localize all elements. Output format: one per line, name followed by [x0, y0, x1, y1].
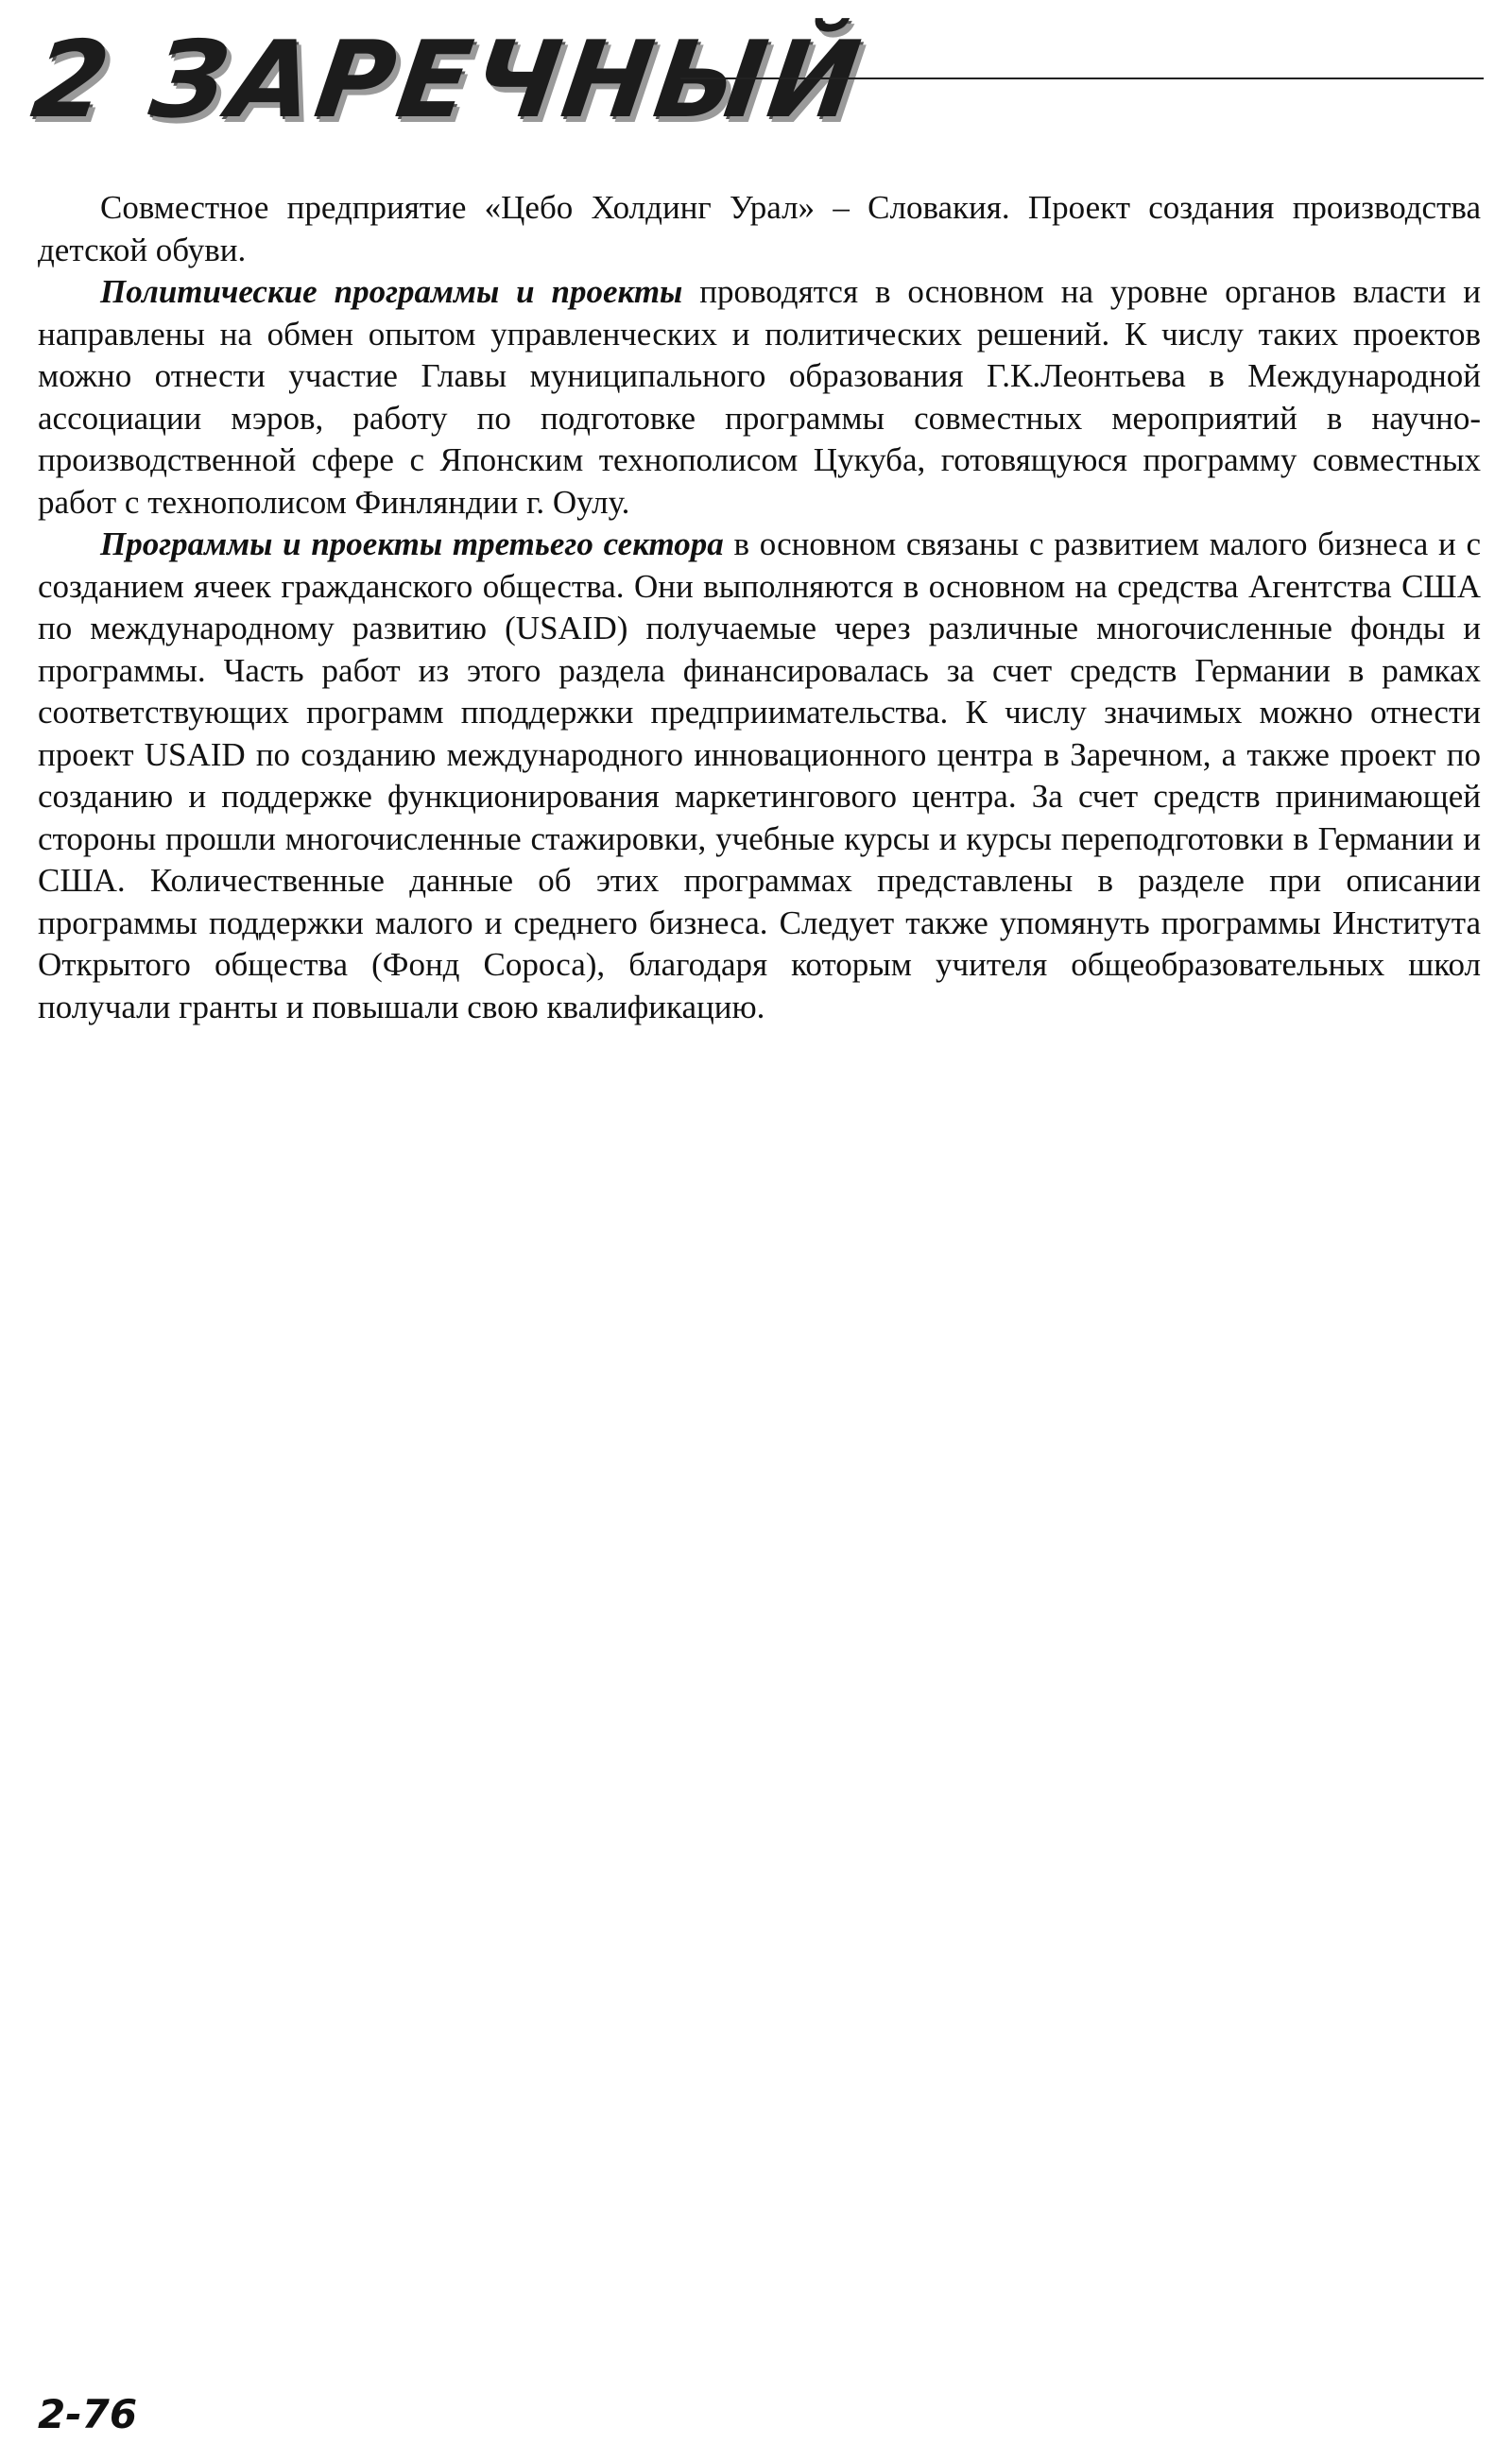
paragraph-text: в основном связаны с развитием малого бизнеса и с созданием ячеек гражданского общества. Они выполняются в основном на средства Агентства США по международному развитию (USAID) получаемые через различные многочисленные фонды и программы. Часть работ из этого раздела финансировалась за счет средств Германии в рамках соответствующих программ пподдержки предприимательства. К числу значимых можно отнести проект USAID по созданию международного инновационного центра в Заречном, а также проект по созданию и поддержке функционирования маркетингового центра. За счет средств принимающей стороны прошли многочисленные стажировки, учебные курсы и курсы переподготовки в Германии и США. Количественные данные об этих программах представлены в разделе при описании программы поддержки малого и среднего бизнеса. Следует также упомянуть программы Института Открытого общества (Фонд Сороса), благодаря которым учителя общеобразовательных школ получали гранты и повышали свою квалификацию. [38, 525, 1481, 1025]
section-title: 2 ЗАРЕЧНЫЙ [25, 19, 870, 142]
paragraph-text: Совместное предприятие «Цебо Холдинг Урал» – Словакия. Проект создания производства детской обуви. [38, 189, 1481, 268]
paragraph-joint-venture [38, 187, 1481, 271]
paragraph-lead: Программы и проекты третьего сектора [100, 525, 724, 562]
paragraph-lead: Политические программы и проекты [100, 273, 683, 310]
paragraph-political-programs [38, 271, 1481, 524]
header-rule [680, 77, 1484, 79]
page-number: 2-76 [38, 2391, 138, 2437]
paragraph-third-sector [38, 524, 1481, 1028]
page-header [0, 19, 1512, 161]
body-text [38, 187, 1481, 1028]
paragraph-text: проводятся в основном на уровне органов власти и направлены на обмен опытом управленческих и политических решений. К числу таких проектов можно отнести участие Главы муниципального образования Г.К.Леонтьева в Международной ассоциации мэров, работу по подготовке программы совместных мероприятий в научно-производственной сфере с Японским технополисом Цукуба, готовящуюся программу совместных работ с технополисом Финляндии г. Оулу. [38, 273, 1481, 521]
